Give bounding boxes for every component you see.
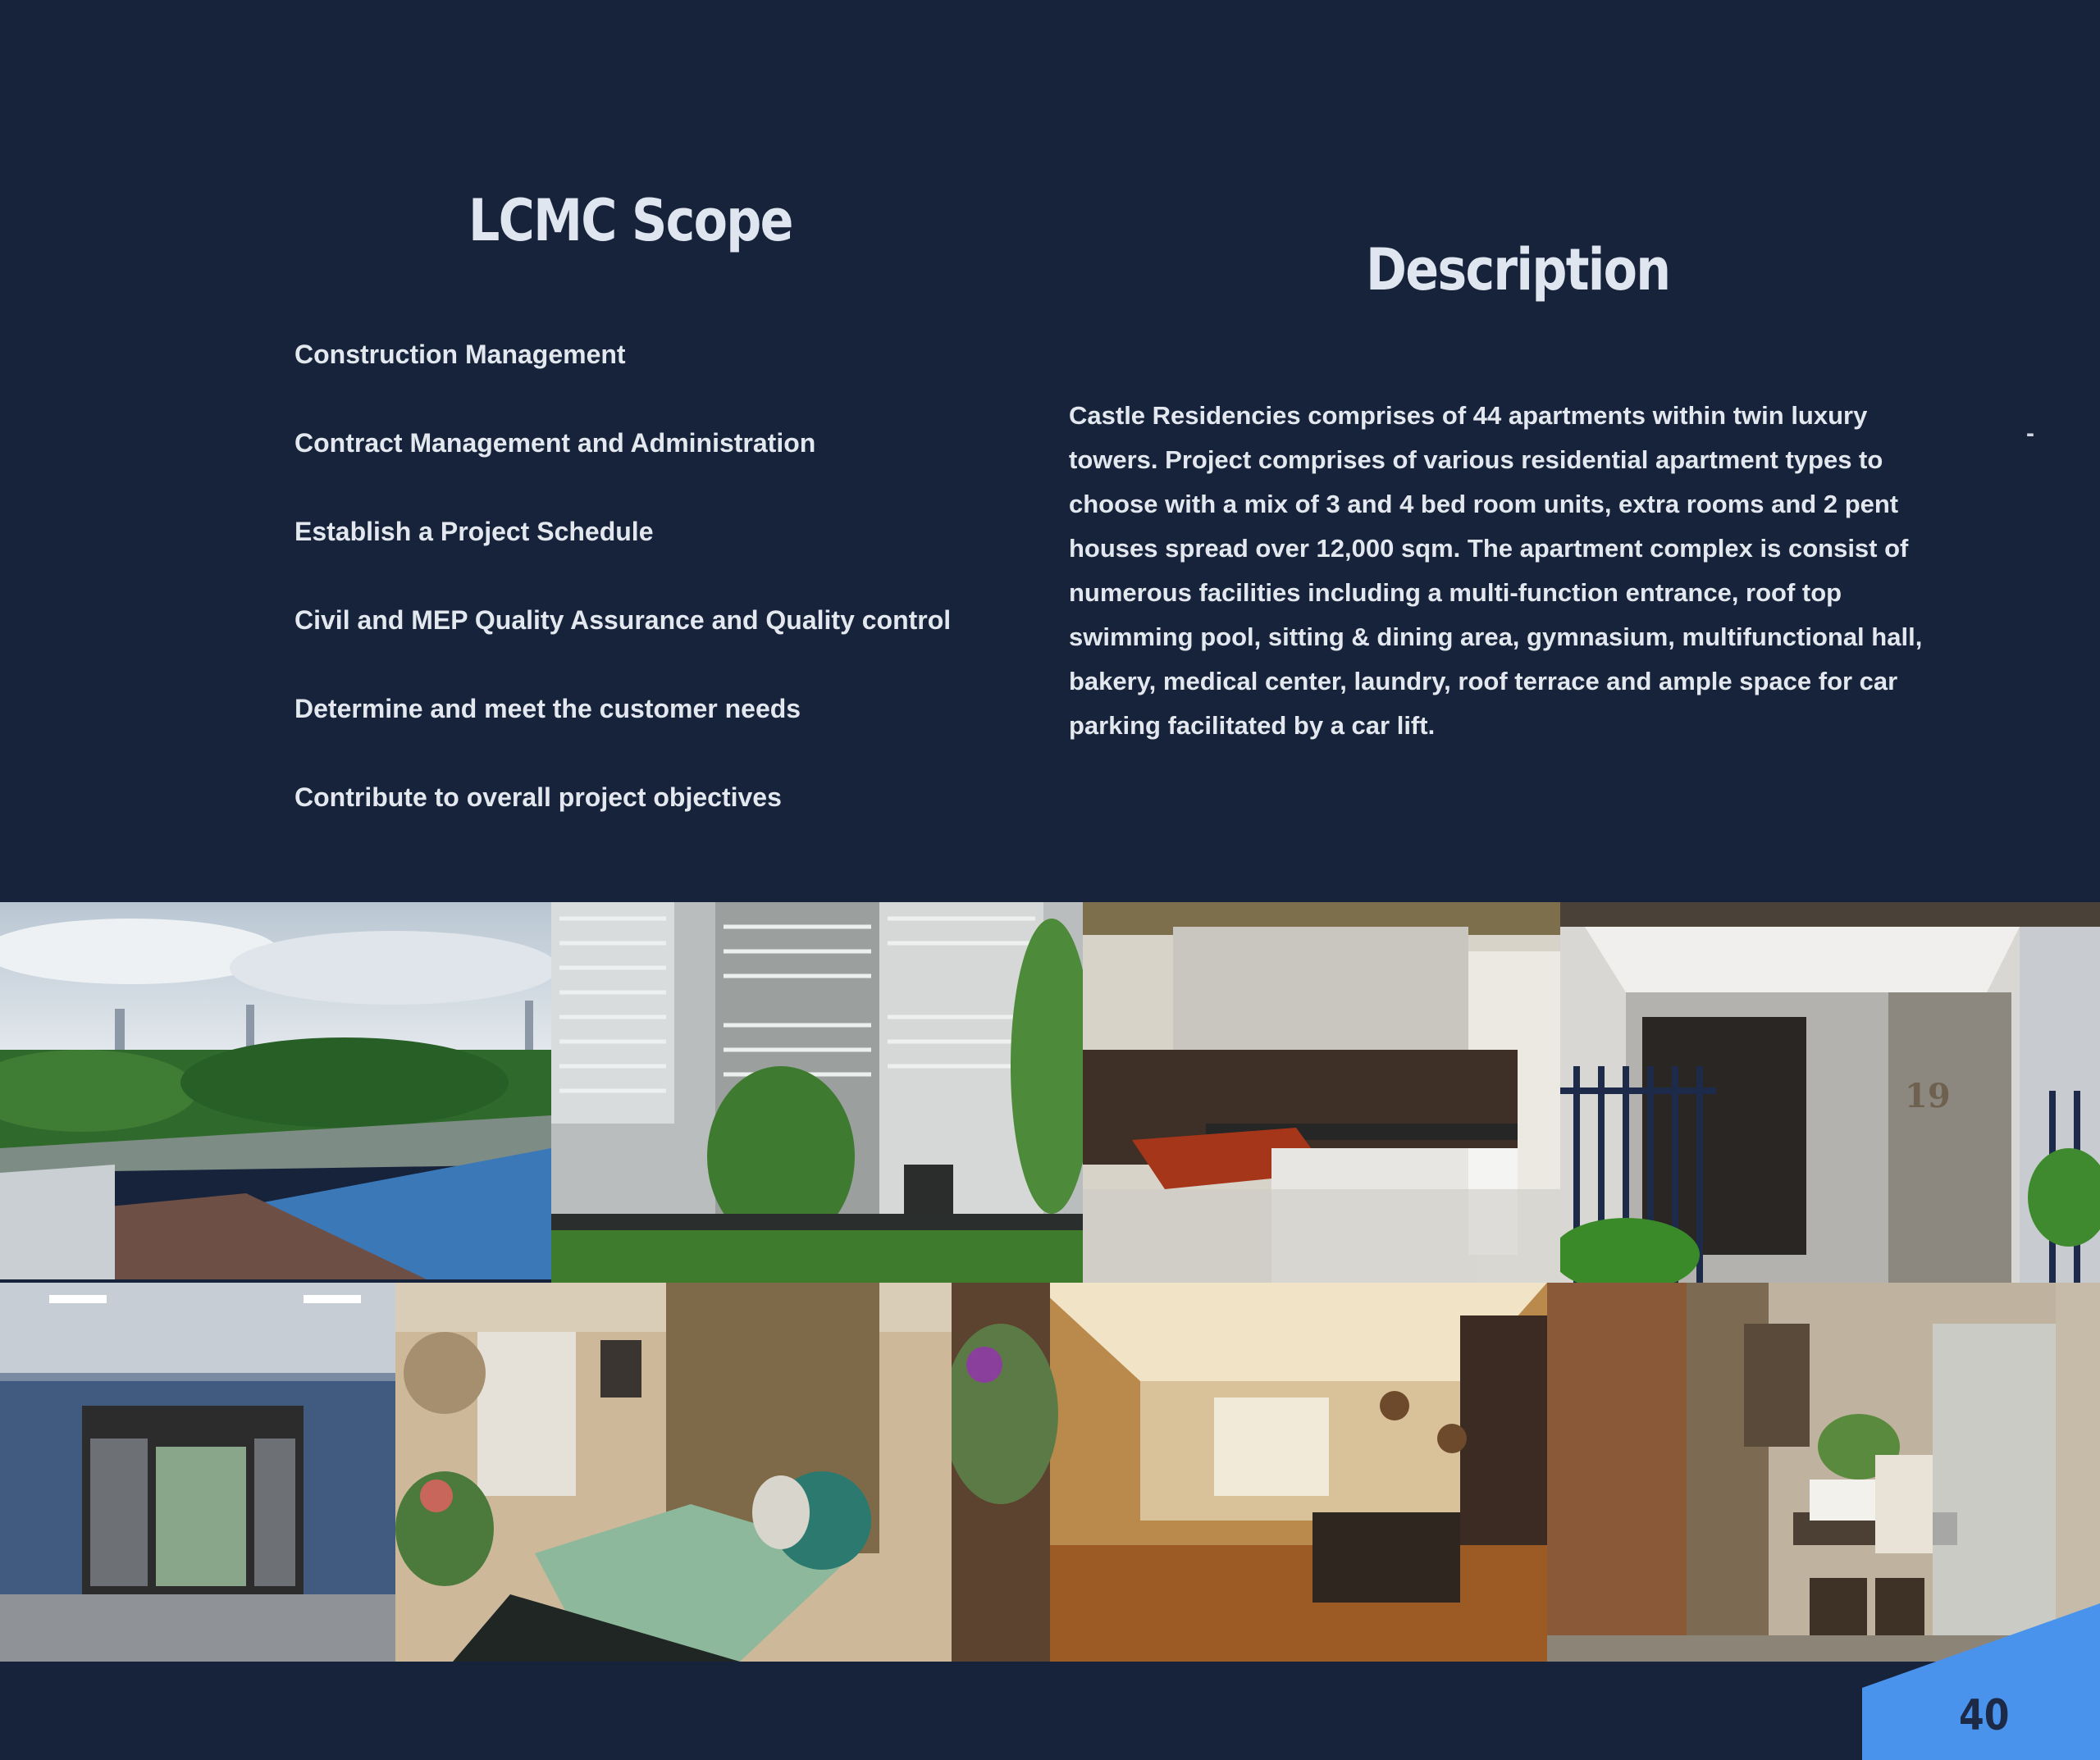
scope-title: LCMC Scope: [468, 187, 792, 254]
scope-item: Construction Management: [294, 340, 626, 369]
scope-item: Contract Management and Administration: [294, 428, 816, 458]
scope-item: Civil and MEP Quality Assurance and Quality control: [294, 605, 952, 635]
stray-mark: -: [2026, 420, 2034, 447]
scope-item: Establish a Project Schedule: [294, 517, 654, 546]
scope-item: Contribute to overall project objectives: [294, 782, 782, 812]
scope-item: Determine and meet the customer needs: [294, 694, 801, 723]
description-body: Castle Residencies comprises of 44 apartments within twin luxury towers. Project comprises of various residential apartment types to choose with a mix of 3 and 4 bed room units, extra rooms and 2 pent houses spread over 12,000 sqm. The apartment complex is consist of numerous facilities including a multi-function entrance, roof top swimming pool, sitting & dining area, gymnasium, multifunctional hall, bakery, medical center, laundry, roof terrace and ample space for car parking facilitated by a car lift.: [1069, 401, 1923, 740]
page-number: 40: [1959, 1691, 2010, 1740]
svg-text:19: 19: [1905, 1077, 1951, 1115]
description-title: Description: [1366, 236, 1670, 303]
